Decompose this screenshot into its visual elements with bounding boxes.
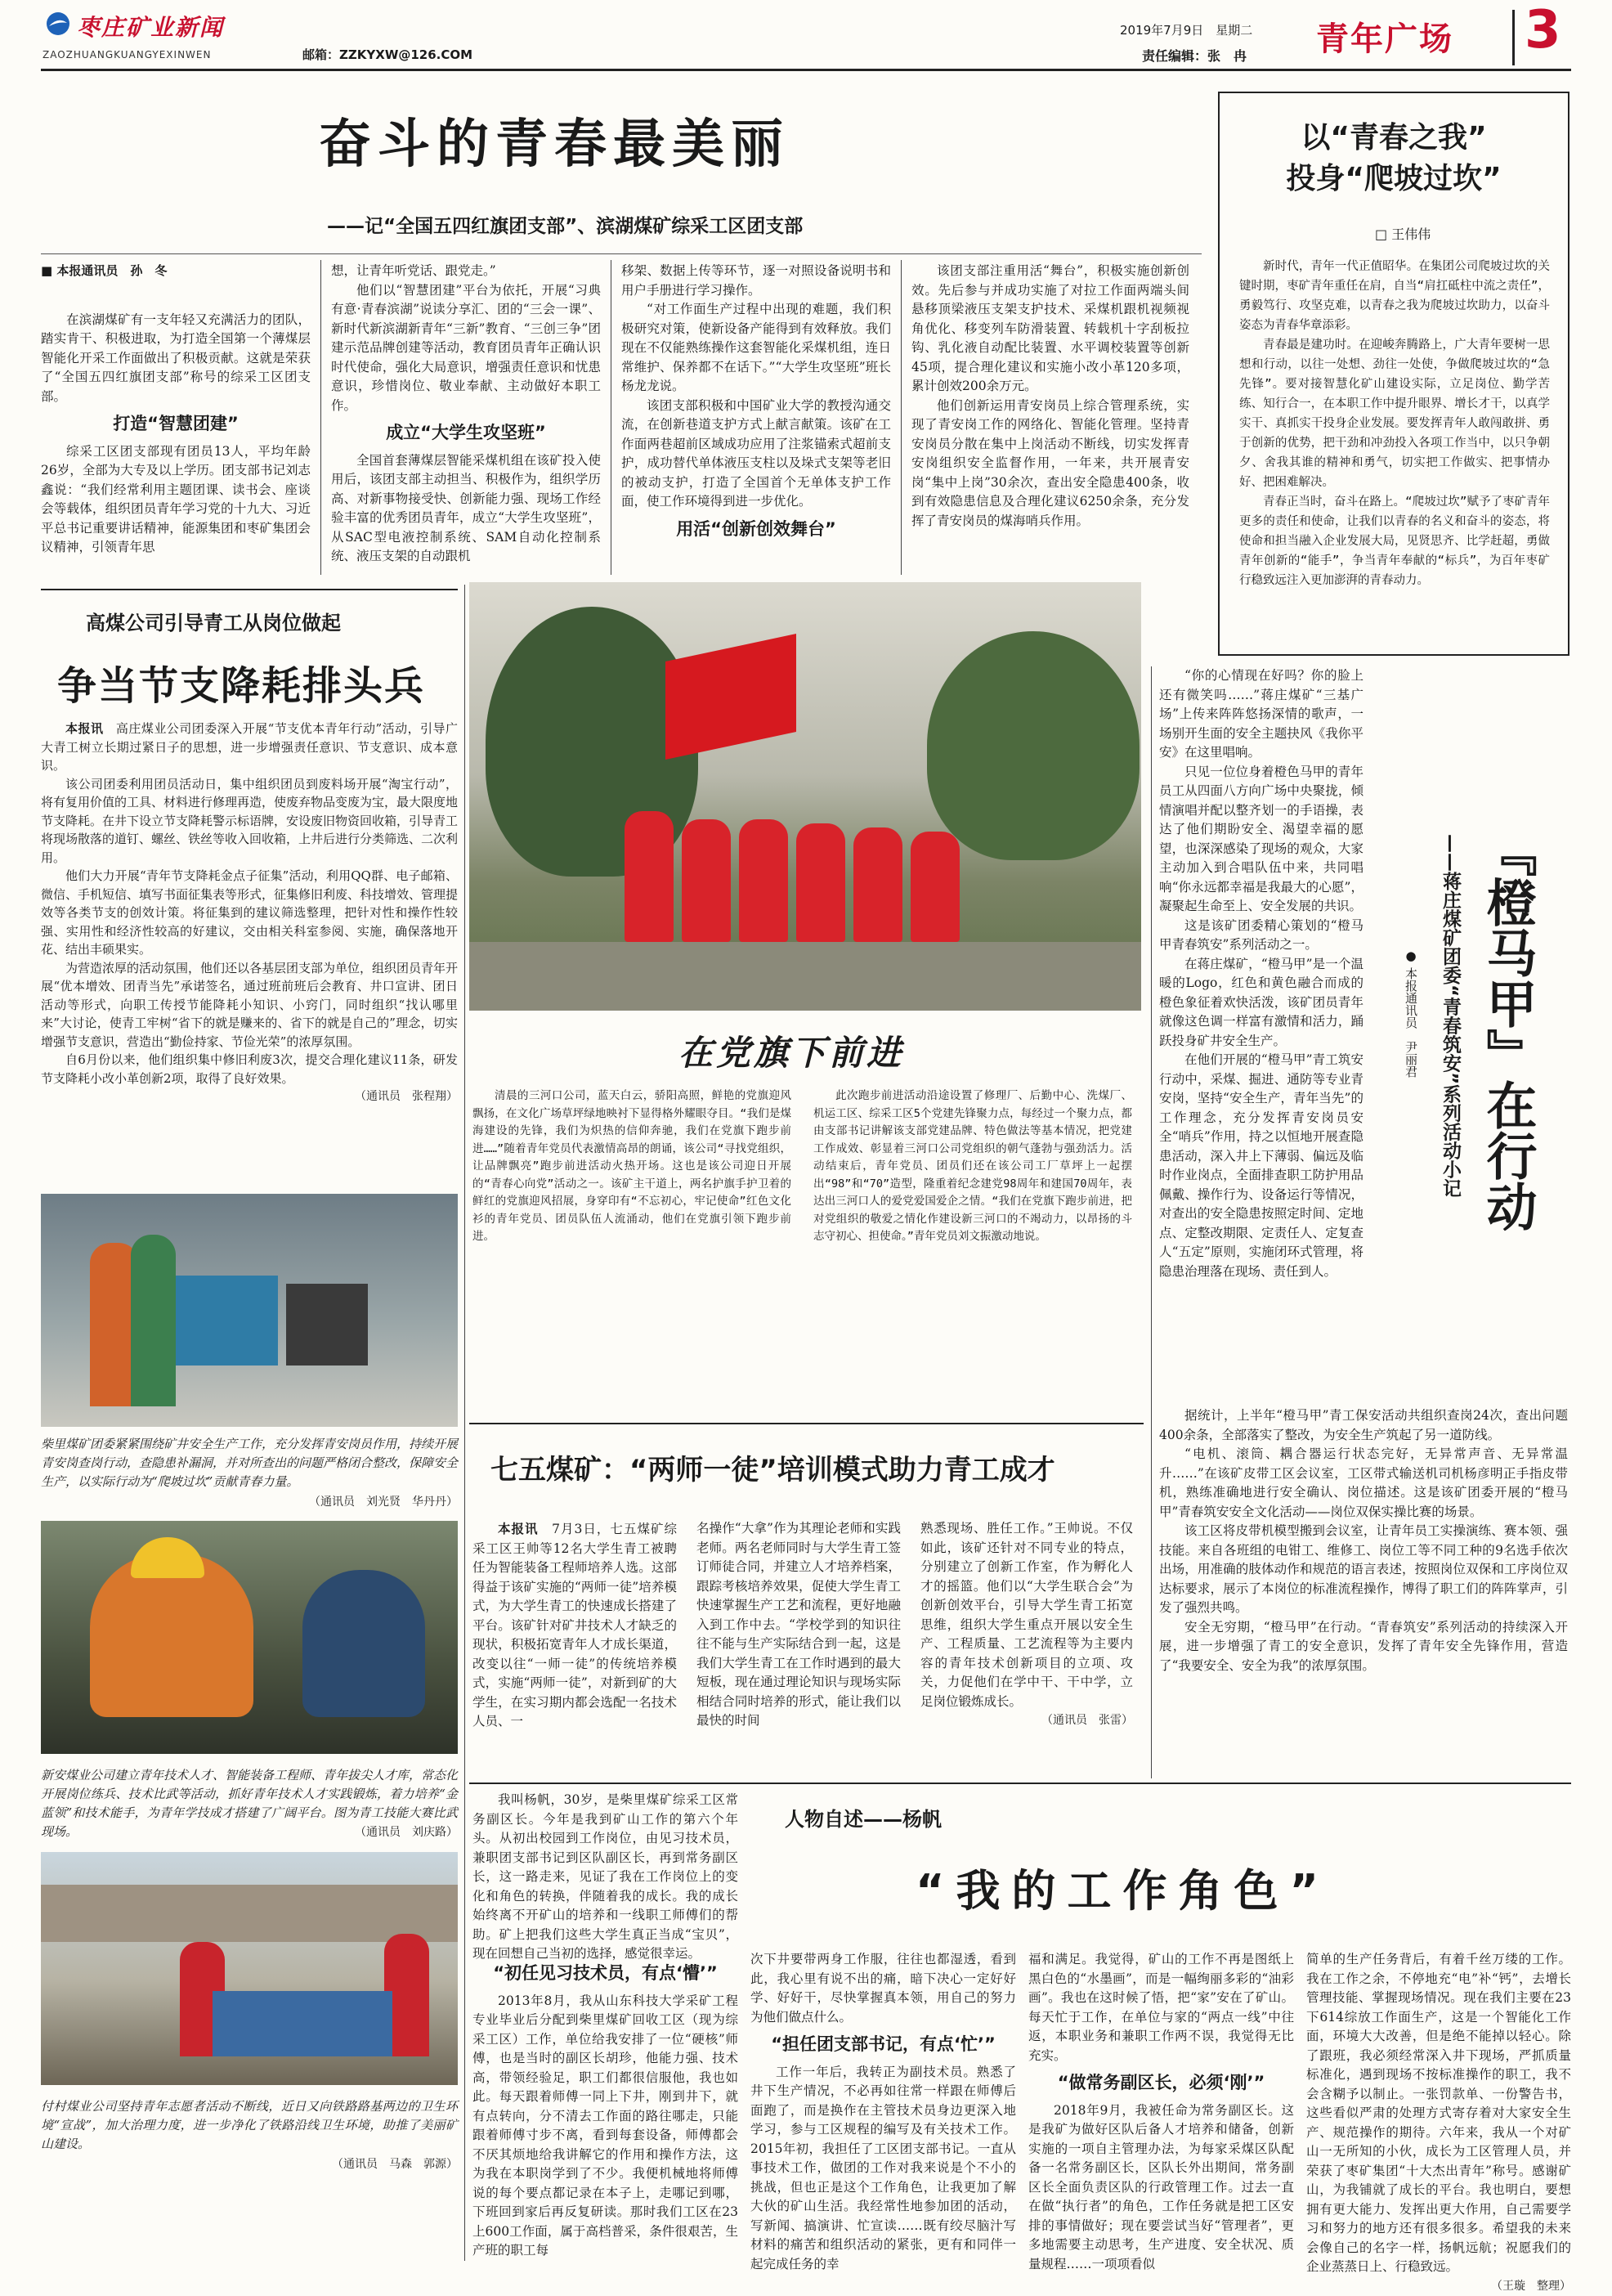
essay-col1 <box>472 1956 738 2261</box>
rule <box>469 1783 1571 1784</box>
column-rule <box>901 260 902 575</box>
column-rule <box>320 260 321 575</box>
section-heading: “做常务副区长，必须‘刚’” <box>1028 2074 1294 2093</box>
worker <box>131 1235 176 1406</box>
paragraph: 安全无穷期，“橙马甲”在行动。“青春筑安”系列活动的持续深入开展，进一步增强了青工的安全意识，发挥了青年安全先锋作用，营造了“我要安全、安全为我”的浓厚氛围。 <box>1159 1618 1568 1676</box>
photo-party-flag-run <box>469 582 1141 1011</box>
credit: （通讯员 马森 郭源） <box>41 2155 458 2172</box>
ground <box>469 942 1141 1011</box>
photo-xinan-competition <box>41 1521 458 1754</box>
section-heading: “担任团支部书记，有点‘忙’” <box>750 2035 1016 2055</box>
essay-kicker: 人物自述——杨帆 <box>785 1803 942 1832</box>
byline: ■ 本报通讯员 孙 冬 <box>41 262 311 281</box>
photo-title: 在党旗下前进 <box>678 1026 904 1075</box>
section-heading: 用活“创新创效舞台” <box>621 520 891 540</box>
paragraph: “对工作面生产过程中出现的难题，我们积极研究对策，使新设备产能得到有效释放。我们现在不仅能熟练操作这套智能化采煤机组，连日常维护、保养都不在话下。”“大学生攻坚班”班长杨龙龙说。 <box>621 300 891 397</box>
chengmajia-title: 『橙马甲』在行动 <box>1471 826 1544 1284</box>
photo-fucun-volunteers <box>41 1852 458 2085</box>
gaomei-kicker: 高煤公司引导青工从岗位做起 <box>86 607 341 635</box>
credit: （通讯员 张雷） <box>920 1711 1133 1731</box>
paragraph: 只见一位位身着橙色马甲的青年员工从四面八方向广场中央聚拢，倾情演唱并配以整齐划一的手语操，表达了他们期盼安全、渴望幸福的愿望，也深深感染了现场的观众，大家主动加入到合唱队伍中来，共同唱响“你永远都幸福是我最大的心愿”，凝聚起生命至上、安全发展的共识。 <box>1159 763 1363 917</box>
credit: （通讯员 刘光贤 华丹丹） <box>41 1493 458 1509</box>
paragraph: 在滨湖煤矿有一支年轻又充满活力的团队，踏实肯干、积极进取，为打造全国第一个薄煤层智能化开采工作面做出了积极贡献。这就是荣获了“全国五四红旗团支部”称号的综采工区团支部。 <box>41 311 311 407</box>
paragraph: “你的心情现在好吗？你的脸上还有微笑吗……”蒋庄煤矿“三基广场”上传来阵阵悠扬深情的歌声，一场别开生面的安全主题抉风《我你平安》在这里唱响。 <box>1159 666 1363 763</box>
photo-caption: 新安煤业公司建立青年技术人才、智能装备工程师、青年拔尖人才库，常态化开展岗位练兵、技术比武等活动，抓好青年技术人才实践锻炼，着力培养“金蓝领”和技术能手，为青年学技成才搭建了广阔平台。图为青工技能大赛比武现场。 <box>41 1766 458 1841</box>
cart <box>213 1991 392 2056</box>
worker <box>302 1570 425 1717</box>
gaomei-body <box>41 720 458 1106</box>
gaomei-title: 争当节支降耗排头兵 <box>57 654 425 711</box>
section-heading: 成立“大学生攻坚班” <box>331 424 601 443</box>
photo-story-col2: 此次跑步前进活动沿途设置了修理厂、后勤中心、洗煤厂、机运工区、综采工区5个党建先锋聚力点，每经过一个聚力点，都由支部书记讲解该支部党建品牌、特色做法等基本情况，把党建工作成效、彰显着三河口公司党组织的朝气蓬勃与强劲活力。活动结束后，青年党员、团员们还在该公司工厂草坪上一起摆出“98”和“70”造型，隆重着纪念建党98周年和建国70周年，表达出三河口人的爱党爱国爱企之情。“我们在党旗下跑步前进，把对党组织的敬爱之情化作建设新三河口的不竭动力，以昂扬的斗志守初心、担使命。”青年党员刘文振激动地说。 <box>813 1087 1132 1246</box>
commentary-body <box>1239 257 1550 590</box>
commentary-title <box>1220 118 1568 200</box>
page-number: 3 <box>1525 0 1561 61</box>
runner <box>796 823 845 942</box>
lead-tag: 本报讯 <box>498 1521 539 1536</box>
rule <box>469 1423 1144 1424</box>
paragraph: 简单的生产任务背后，有着千丝万缕的工作。我在工作之余，不停地充“电”补“钙”，去增长管理技能、掌握现场情况。现在我们主要在23下614综放工作面生产，这是一个智能化工作面，环境大大改善，但是绝不能掉以轻心。除了跟班，我必须经常深入井下现场，严抓质量标准化，遇到现场不按标准操作的职工，我不会含糊予以制止。一张罚款单、一份警告书，这些看似严肃的处理方式寄存着对大家安全生产、规范操作的期待。六年来，我从一个对矿山一无所知的小伙，成长为工区管理人员，并荣获了枣矿集团“十大杰出青年”称号。感谢矿山，为我铺就了成长的平台。我也明白，要想拥有更大能力、发挥出更大作用，自己需要学习和努力的地方还有很多很多。希望我的未来会像自己的名字一样，扬帆远航；祝愿我们的企业蒸蒸日上、行稳致远。 <box>1306 1950 1571 2277</box>
paragraph: 2018年9月，我被任命为常务副区长。这是我矿为做好区队后备人才培养和储备，创新实施的一项自主管理办法，为每家采煤区队配备一名常务副区长，区队长外出期间，常务副区长全面负责区队的行政管理工作。过去一直在做“执行者”的角色，工作任务就是把工区安排的事情做好；现在要尝试当好“管理者”，更多地需要主动思考，生产进度、安全状况、质量规程……一项项看似 <box>1028 2101 1294 2275</box>
paragraph: 工作一年后，我转正为副技术员。熟悉了井下生产情况，不必再如往常一样跟在师傅后面跑了，而是换作在主管技术员身边更深入地学习，参与工区规程的编写及有关技术工作。2015年初，我担任了工区团支部书记。一直从事技术工作，做团的工作对我来说是个不小的挑战，但也正是这个工作角色，让我更加了解大伙的矿山生活。我经常性地参加团的活动，写新闻、搞演讲、忙宣读……既有绞尽脑汁写材料的痛苦和组织活动的紧张，更有和同伴一起完成任务的幸 <box>750 2063 1016 2275</box>
main-subtitle: ——记“全国五四红旗团支部”、滨湖煤矿综采工区团支部 <box>327 211 803 238</box>
worker <box>90 1554 253 1717</box>
section-heading: 打造“智慧团建” <box>41 415 311 434</box>
commentary-box <box>1218 92 1569 656</box>
photo-caption: 付村煤业公司坚持青年志愿者活动不断线，近日又向铁路路基两边的卫生环境“宣战”，加大治理力度，进一步净化了铁路沿线卫生环境，助推了美丽矿山建设。 <box>41 2097 458 2154</box>
paragraph: 该团支部注重用活“舞台”，积极实施创新创效。先后参与并成功实施了对拉工作面两端头间悬移顶梁液压支架支护技术、采煤机跟机视频视角优化、移变列车防滑装置、转载机十字刮板拉钩、乳化液自动配比装置、水平调校装置等创新45项，提合理化建议和实施小改小革120多项，累计创效200余万元。 <box>911 262 1189 397</box>
chengmajia-subtitle: ——蒋庄煤矿团委“青春筑安”系列活动小记 <box>1437 834 1464 1292</box>
masthead <box>41 5 1578 70</box>
paragraph: 2013年8月，我从山东科技大学采矿工程专业毕业后分配到柴里煤矿回收工区（现为综采工区）工作，单位给我安排了一位“硬核”师傅，也是当时的副区长胡珍，他能力强、技术高，带领经验足，职工们都很信服他，我也如此。每天跟着师傅一同上下井，刚到井下，就有点转向，分不清去工作面的路往哪走，只能跟着师傅寸步不离，看到每套设备，师傅都会不厌其烦地给我讲解它的作用和操作方法，这为我在本职岗学到了不少。我便机械地将师傅说的每个要点都记录在本子上，走哪记到哪，下班回到家后再反复研读。那时我们工区在23上600工作面，属于高档普采，条件很艰苦，生产班的职工每 <box>472 1992 738 2261</box>
main-col-4 <box>911 262 1189 531</box>
runner <box>853 827 902 942</box>
main-col-1 <box>41 262 311 558</box>
machine <box>172 1276 278 1365</box>
paragraph: 他们大力开展“青年节支降耗金点子征集”活动，利用QQ群、电子邮箱、微信、手机短信、填写书面征集表等形式，征集修旧利废、科技增效、管理提效等各类节支的创效计策。将征集到的建议筛选整理，把针对性和操作性较强、实用性和经济性较高的好建议，交由相关科室参阅、实施，确保落地开花、结出丰硕果实。 <box>41 867 458 959</box>
paragraph: 次下井要带两身工作服，往往也都湿透，看到此，我心里有说不出的痛，暗下决心一定好好学、好好干，尽快掌握真本领，用自己的努力为他们做点什么。 <box>750 1950 1016 2027</box>
worker-helmet <box>131 1537 204 1578</box>
paragraph: 这是该矿团委精心策划的“橙马甲青春筑安”系列活动之一。 <box>1159 917 1363 955</box>
paragraph: 全国首套薄煤层智能采煤机组在该矿投入使用后，该团支部主动担当、积极作为，组织学历高、对新事物接受快、创新能力强、现场工作经验丰富的优秀团员青年，成立“大学生攻坚班”，从SAC型电液控制系统、SAM自动化控制系统、液压支架的自动跟机 <box>331 451 601 567</box>
main-headline: 奋斗的青春最美丽 <box>319 102 790 177</box>
email-address[interactable]: ZZKYXW@126.COM <box>339 47 472 62</box>
column-rule <box>1151 666 1152 1778</box>
commentary-byline: □ 王伟伟 <box>1375 224 1431 243</box>
paragraph: 移架、数据上传等环节，逐一对照设备说明书和用户手册进行学习操作。 <box>621 262 891 300</box>
paragraph: 新时代，青年一代正值昭华。在集团公司爬坡过坎的关键时期，枣矿青年重任在肩，自当“肩扛砥柱中流之责任”，勇毅笃行、攻坚克难，以青春之我为爬坡过坎助力，以奋斗姿态为青春华章添彩。 <box>1239 257 1550 335</box>
essay-col4 <box>1306 1950 1571 2296</box>
paragraph: 自6月份以来，他们组织集中修旧利废3次，提交合理化建议11条，研发节支降耗小改小革创新2项，取得了良好效果。 <box>41 1051 458 1087</box>
email-line <box>302 46 472 63</box>
credit: （王璇 整理） <box>1306 2277 1571 2296</box>
issue-date: 2019年7月9日 星期二 <box>1120 21 1252 38</box>
text: 高庄煤业公司团委深入开展“节支优本青年行动”活动，引导广大青工树立长期过紧日子的思想，进一步增强责任意识、节支意识、成本意识。 <box>41 721 458 773</box>
qiwu-col3 <box>920 1519 1133 1731</box>
runner <box>911 832 960 942</box>
title-line: 以“青春之我” <box>1220 118 1568 159</box>
machine <box>286 1284 368 1365</box>
paragraph: 为营造浓厚的活动氛围，他们还以各基层团支部为单位，组织团员青年开展“优本增效、团青当先”承诺签名，通过班前班后会教育、井口宣讲、团日活动等形式，向职工传授节能降耗小知识、小窍门，同时组织“找认哪里来”大讨论，使青工牢树“省下的就是赚来的、省下的就是自己的”理念，切实增强节支意识，营造出“勤俭持家、节俭光荣”的浓厚氛围。 <box>41 959 458 1052</box>
paragraph: 在他们开展的“橙马甲”青工筑安行动中，采煤、掘进、通防等专业青安岗，坚持“安全生产，青年当先”的工作理念，充分发挥青安岗员安全“哨兵”作用，持之以恒地开展查隐患活动，深入井上下薄弱、偏远及临时作业岗点，全面排查职工防护用品佩戴、操作行为、设备运行等情况，对查出的安全隐患按照定时间、定地点、定整改期限、定责任人、定复查人“五定”原则，实施闭环式管理，将隐患治理落在现场、责任到人。 <box>1159 1051 1363 1281</box>
paragraph: 据统计，上半年“橙马甲”青工保安活动共组织查岗24次，查出问题400余条，全部落实了整改，为安全生产筑起了另一道防线。 <box>1159 1406 1568 1445</box>
paragraph: “电机、滚筒、耦合器运行状态完好，无异常声音、无异常温升……”在该矿皮带工区会议室，工区带式输送机司机杨彦明正手指皮带机，熟练准确地进行安全确认、岗位描述。这是该矿团委开展的“橙马甲”青春筑安安全文化活动——岗位双保实操比赛的场景。 <box>1159 1445 1568 1522</box>
credit: （通讯员 刘庆路） <box>41 1823 458 1840</box>
runner <box>682 819 731 942</box>
section-heading: “初任见习技术员，有点‘懵’” <box>472 1964 738 1984</box>
building <box>41 1885 458 1942</box>
lead-tag: 本报讯 <box>65 721 103 736</box>
title-line: 投身“爬坡过坎” <box>1220 159 1568 200</box>
paragraph: 综采工区团支部现有团员13人，平均年龄26岁，全部为大专及以上学历。团支部书记刘志鑫说：“我们经常利用主题团课、读书会、座谈会等载体，组织团员青年学习党的十九大、习近平总书记重要讲话精神，能源集团和枣矿集团会议精神，引领青年思 <box>41 442 311 558</box>
newspaper-logo-icon <box>46 11 70 36</box>
main-col-2 <box>331 262 601 567</box>
rule <box>41 589 458 590</box>
essay-col2 <box>750 1950 1016 2274</box>
chengmajia-wide <box>1159 1406 1568 1675</box>
logo-pinyin: ZAOZHUANGKUANGYEXINWEN <box>43 49 211 61</box>
paragraph: 在蒋庄煤矿，“橙马甲”是一个温暖的Logo，红色和黄色融合而成的橙色象征着欢快活泼，该矿团员青年就像这色调一样富有激情和活力，踊跃投身矿井安全生产。 <box>1159 955 1363 1052</box>
column-rule <box>464 585 465 2261</box>
essay-col3 <box>1028 1950 1294 2274</box>
chengmajia-byline: ● 本报通讯员 尹丽君 <box>1403 948 1420 1243</box>
main-col-3 <box>621 262 891 547</box>
paragraph: 青春正当时，奋斗在路上。“爬坡过坎”赋予了枣矿青年更多的责任和使命，让我们以青春的名义和奋斗的姿态，将使命和担当融入企业发展大局，见贤思齐、比学赶超，勇做青年创新的“能手”，争当青年奉献的“标兵”，为百年枣矿行稳致远注入更加澎湃的青春动力。 <box>1239 492 1550 590</box>
essay-title: “我的工作角色” <box>916 1856 1330 1919</box>
photo-chaili-inspection <box>41 1194 458 1427</box>
paragraph: 他们创新运用青安岗员上综合管理系统，实现了青安岗工作的网络化、智能化管理。坚持青安岗员分散在集中上岗活动不断线，切实发挥青安岗组织安全监督作用，一年来，共开展青安岗“集中上岗”30余次，查出安全隐患400条，收到有效隐患信息及合理化建议6250余条，充分发挥了青安岗员的煤海哨兵作用。 <box>911 397 1189 531</box>
editor-line: 责任编辑：张 冉 <box>1142 46 1247 65</box>
paragraph: 青春最是建功时。在迎峻奔腾路上，广大青年要树一思想和行动，以往一处想、劲往一处使，争做爬坡过坎的“急先锋”。要对接智慧化矿山建设实际，立足岗位、勤学苦练、知行合一，在本职工作中提升眼界、增长才干，以真学实干、真抓实干投身企业发展。要发挥青年人敢闯敢拼、勇于创新的优势，把干劲和冲劲投入各项工作当中，以只争朝夕、舍我其谁的精神和勇气，切实把工作做实、把事情办好、把困难解决。 <box>1239 335 1550 492</box>
paragraph <box>41 720 458 775</box>
qiwu-title: 七五煤矿：“两师一徒”培训模式助力青工成才 <box>490 1447 1055 1487</box>
paragraph: 想，让青年听党话、跟党走。” <box>331 262 601 281</box>
paragraph: 该公司团委利用团员活动日，集中组织团员到废料场开展“淘宝行动”，将有复用价值的工具、材料进行修理再造，使废弃物品变废为宝，最大限度地节支降耗。在井下设立节支降耗警示标语牌，安设废旧物资回收箱，引导青工将现场散落的道钉、螺丝、铁丝等收入回收箱，上井后进行分类筛选、二次利用。 <box>41 775 458 868</box>
paragraph: 该工区将皮带机模型搬到会议室，让青年员工实操演练、赛本领、强技能。来自各班组的电钳工、维修工、岗位工等不同工种的9名选手依次出场，用准确的肢体动作和规范的语言表述，按照岗位双保和工序岗位双达标要求，展示了本岗位的标准流程操作，博得了职工们的阵阵掌声，引发了强烈共鸣。 <box>1159 1522 1568 1618</box>
chengmajia-col <box>1159 666 1363 1281</box>
runner <box>739 819 788 942</box>
runner <box>625 811 674 942</box>
paragraph: 该团支部积极和中国矿业大学的教授沟通交流，在创新巷道支护方式上献言献策。该矿在工作面两巷超前区域成功应用了注浆锚索式超前支护，成功替代单体液压支柱以及垛式支架等老旧的被动支护，打造了全国首个无单体支护工作面，使工作环境得到进一步优化。 <box>621 397 891 512</box>
section-title: 青年广场 <box>1316 13 1453 60</box>
photo-story-col1: 清晨的三河口公司，蓝天白云，骄阳高照，鲜艳的党旗迎风飘扬，在文化广场草坪绿地映衬下显得格外耀眼夺目。“我们是煤海建设的先锋，我们为炽热的信仰奔驰，我们在党旗下跑步前进……”随着青年党员代表激情高昂的朗诵，该公司“寻找党组织，让品牌飘亮”跑步前进活动火热开场。这也是该公司迎日开展的“青春心向党”活动之一。该矿主干道上，两名护旗手护卫着的鲜红的党旗迎风招展，身穿印有“不忘初心，牢记使命”红色文化衫的青年党员、团员队伍人流涌动，他们在党旗引领下跑步前进。 <box>472 1087 791 1246</box>
paragraph: 熟悉现场、胜任工作。”王帅说。不仅如此，该矿还针对不同专业的特点，分别建立了创新工作室，作为孵化人才的摇篮。他们以“大学生联合会”为创新创效平台，引导大学生青工拓宽思维，组织大学生重点开展以安全生产、工程质量、工艺流程等为主要内容的青年技术创新项目的立项、攻关，力促他们在学中干、干中学，立足岗位锻炼成长。 <box>920 1519 1133 1711</box>
party-flag <box>665 634 796 760</box>
logo-text: 枣庄矿业新闻 <box>77 10 224 43</box>
paragraph: 福和满足。我觉得，矿山的工作不再是图纸上黑白色的“水墨画”，而是一幅绚丽多彩的“油彩画”。我也在这时候了悟，把“家”安在了矿山。每天忙于工作，在单位与家的“两点一线”中往返，本职业务和兼职工作两不误，我觉得无比充实。 <box>1028 1950 1294 2065</box>
credit: （通讯员 张程翔） <box>41 1087 458 1106</box>
paragraph: 他们以“智慧团建”平台为依托，开展“习典有意·青春滨湖”说读分享汇、团的“三会一课”、新时代新滨湖新青年“三新”教育、“三创三争”团建示范品牌创建等活动，教育团员青年正确认识时代使命，强化大局意识，增强责任意识和忧患意识，珍惜岗位、敬业奉献、主动做好本职工作。 <box>331 281 601 416</box>
masthead-rule <box>41 69 1571 71</box>
rule <box>41 253 1202 254</box>
tree <box>927 631 1140 860</box>
qiwu-col1 <box>472 1519 677 1732</box>
photo-caption: 柴里煤矿团委紧紧围绕矿井安全生产工作，充分发挥青安岗员作用，持续开展青安岗查岗行动，查隐患补漏洞，并对所查出的问题严格闭合整改，保障安全生产，以实际行动为“爬坡过坎”贡献青春力量。 <box>41 1435 458 1491</box>
essay-intro: 我叫杨帆，30岁，是柴里煤矿综采工区常务副区长。今年是我到矿山工作的第六个年头。从初出校园到工作岗位，由见习技术员，兼职团支部书记到区队副区长，再到常务副区长，这一路走来，见证了我在工作岗位上的变化和角色的转换，伴随着我的成长。我的成长始终离不开矿山的培养和一线职工师傅们的帮助。矿上把我们这些大学生真正当成“宝贝”，现在回想自己当初的选择，感觉很幸运。 <box>472 1791 738 1964</box>
qiwu-col2: 名操作“大拿”作为其理论老师和实践老师。两名老师同时与大学生青工签订师徒合同，并建立人才培养档案，跟踪考核培养效果，促使大学生青工快速掌握生产工艺和流程，更好地融入到工作中去。“学校学到的知识往往不能与生产实际结合到一起，这是我们大学生青工在工作时遇到的最大短板，现在通过理论知识与现场实际相结合同时培养的形式，能让我们以最快的时间 <box>696 1519 901 1731</box>
text: 7月3日，七五煤矿综采工区王帅等12名大学生青工被聘任为智能装备工程师培养人选。这部得益于该矿实施的“两师一徒”培养模式，为大学生青工的快速成长搭建了平台。该矿针对矿井技术人才缺乏的现状，积极拓宽青年人才成长渠道，改变以往“一师一徒”的传统培养模式，实施“两师一徒”，对新到矿的大学生，在实习期内都会选配一名技术人员、一 <box>472 1522 677 1729</box>
email-label: 邮箱： <box>302 47 339 62</box>
divider <box>1512 10 1515 65</box>
paragraph <box>472 1519 677 1732</box>
